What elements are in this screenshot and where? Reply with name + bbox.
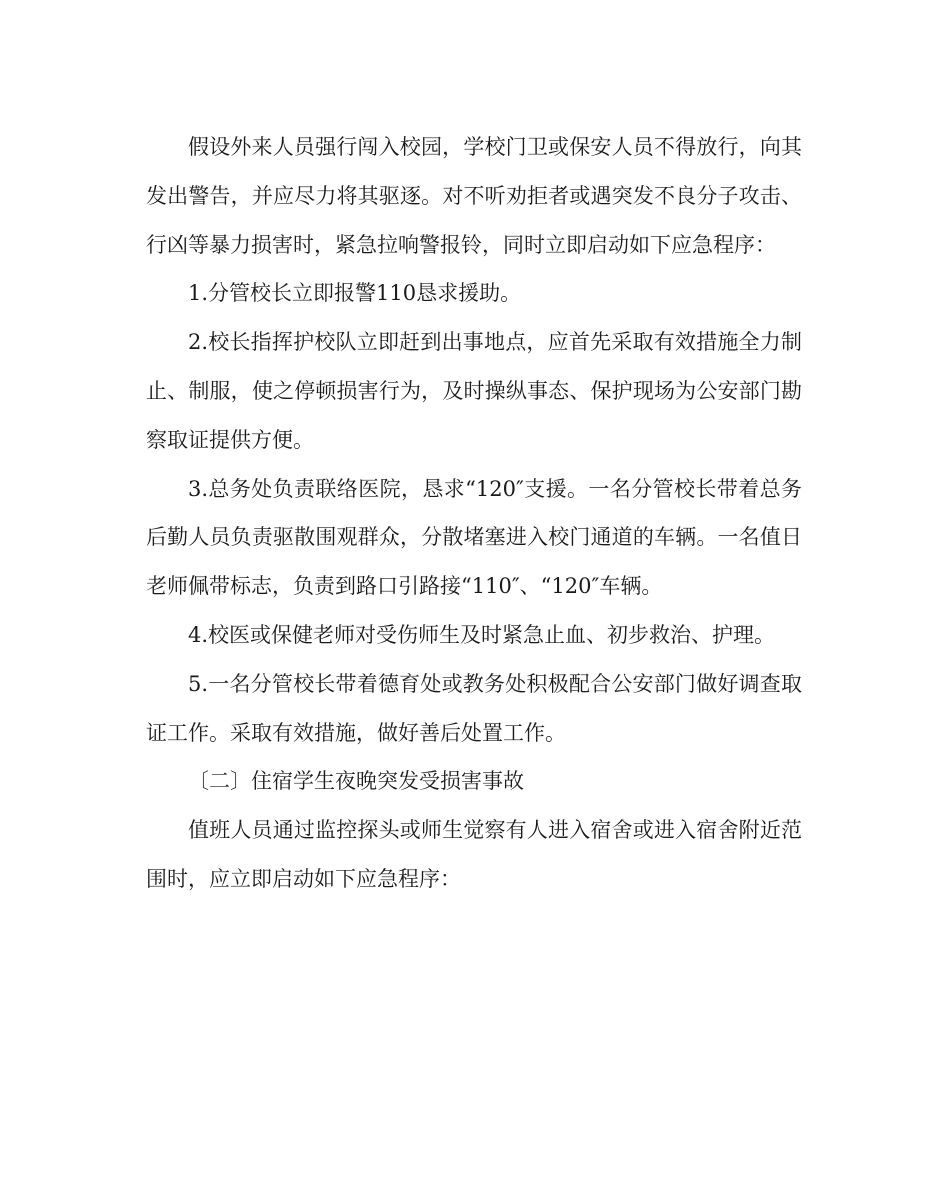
paragraph-step-5: 5.一名分管校长带着德育处或教务处积极配合公安部门做好调查取证工作。采取有效措施，做好善后处置工作。 <box>146 671 802 745</box>
document-body <box>146 123 802 904</box>
paragraph-intruder-response: 假设外来人员强行闯入校园，学校门卫或保安人员不得放行，向其发出警告，并应尽力将其驱逐。对不听劝拒者或遇突发不良分子攻击、行凶等暴力损害时，紧急拉响警报铃，同时立即启动如下应急程序： <box>146 135 802 257</box>
paragraph-step-1: 1.分管校长立即报警110恳求援助。 <box>188 281 522 306</box>
paragraph-dormitory-response: 值班人员通过监控探头或师生觉察有人进入宿舍或进入宿舍附近范围时，应立即启动如下应急程序： <box>146 818 802 891</box>
paragraph-step-2: 2.校长指挥护校队立即赶到出事地点，应首先采取有效措施全力制止、制服，使之停顿损害行为，及时操纵事态、保护现场为公安部门勘察取证提供方便。 <box>146 330 802 452</box>
paragraph-step-3: 3.总务处负责联络医院，恳求“120″支援。一名分管校长带着总务后勤人员负责驱散围观群众，分散堵塞进入校门通道的车辆。一名值日老师佩带标志，负责到路口引路接“110″、“120″车辆。 <box>146 476 802 599</box>
paragraph-step-4: 4.校医或保健老师对受伤师生及时紧急止血、初步救治、护理。 <box>188 622 776 647</box>
section-heading-dormitory: 〔二〕住宿学生夜晚突发受损害事故 <box>188 769 524 794</box>
